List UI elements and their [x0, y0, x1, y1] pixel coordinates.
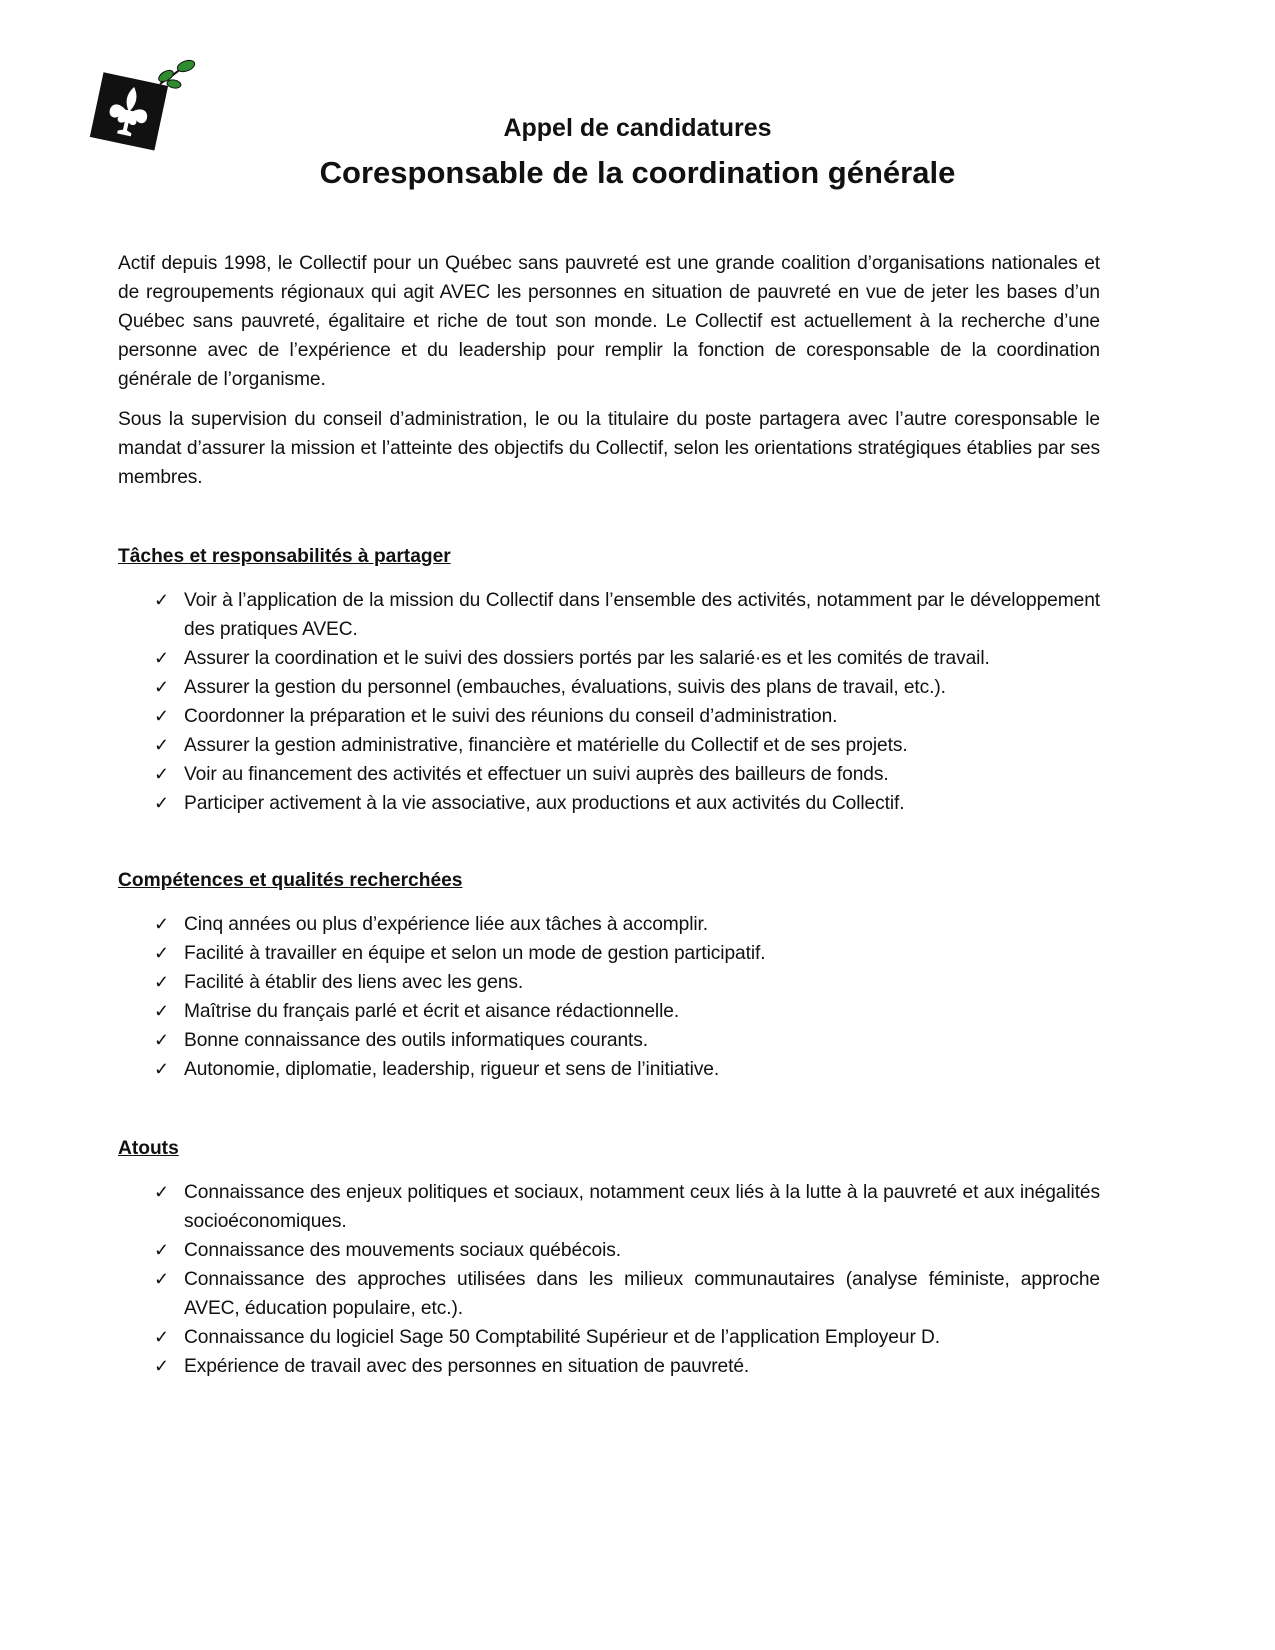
list-item: ✓ Cinq années ou plus d’expérience liée aux tâches à accomplir. [118, 910, 1100, 939]
checkmark-icon: ✓ [154, 1240, 169, 1260]
checkmark-icon: ✓ [154, 1356, 169, 1376]
checkmark-icon: ✓ [154, 677, 169, 697]
document-title: Appel de candidatures [503, 114, 772, 142]
list-item: ✓ Participer activement à la vie associative, aux productions et aux activités du Collectif. [118, 789, 1100, 818]
list-item: ✓ Assurer la gestion administrative, financière et matérielle du Collectif et de ses projets. [118, 731, 1100, 760]
job-title: Coresponsable de la coordination générale [319, 155, 956, 190]
tasks-list [118, 586, 1100, 818]
list-item: ✓ Facilité à établir des liens avec les gens. [118, 968, 1100, 997]
list-item: ✓ Coordonner la préparation et le suivi des réunions du conseil d’administration. [118, 702, 1100, 731]
list-item: ✓ Bonne connaissance des outils informatiques courants. [118, 1026, 1100, 1055]
checkmark-icon: ✓ [154, 1059, 169, 1079]
checkmark-icon: ✓ [154, 914, 169, 934]
list-item: ✓ Voir au financement des activités et effectuer un suivi auprès des bailleurs de fonds. [118, 760, 1100, 789]
list-item: ✓ Connaissance des mouvements sociaux québécois. [118, 1236, 1100, 1265]
section-heading-tasks: Tâches et responsabilités à partager [118, 546, 451, 567]
supervision-paragraph: Sous la supervision du conseil d’administration, le ou la titulaire du poste partagera avec l’autre coresponsable le mandat d’assurer la mission et l’atteinte des objectifs du Collectif, selon les orientations stratégiques établies par ses membres. [118, 409, 1100, 488]
intro-paragraph: Actif depuis 1998, le Collectif pour un Québec sans pauvreté est une grande coalition d’organisations nationales et de regroupements régionaux qui agit AVEC les personnes en situation de pauvreté en vue de jeter les bases d’un Québec sans pauvreté, égalitaire et riche de tout son monde. Le Collectif est actuellement à la recherche d’une personne avec de l’expérience et du leadership pour remplir la fonction de coresponsable de la coordination générale de l’organisme. [118, 253, 1100, 390]
list-item: ✓ Assurer la coordination et le suivi des dossiers portés par les salarié·es et les comités de travail. [118, 644, 1100, 673]
checkmark-icon: ✓ [154, 1327, 169, 1347]
checkmark-icon: ✓ [154, 972, 169, 992]
checkmark-icon: ✓ [154, 764, 169, 784]
section-heading-skills: Compétences et qualités recherchées [118, 870, 463, 891]
assets-list [118, 1178, 1100, 1381]
list-item: ✓ Autonomie, diplomatie, leadership, rigueur et sens de l’initiative. [118, 1055, 1100, 1084]
skills-list [118, 910, 1100, 1084]
list-item: ✓ Connaissance du logiciel Sage 50 Comptabilité Supérieur et de l’application Employeur D. [118, 1323, 1100, 1352]
list-item: ✓ Connaissance des approches utilisées dans les milieux communautaires (analyse féministe, approche AVEC, éducation populaire, etc.). [118, 1265, 1100, 1323]
checkmark-icon: ✓ [154, 648, 169, 668]
list-item: ✓ Maîtrise du français parlé et écrit et aisance rédactionnelle. [118, 997, 1100, 1026]
checkmark-icon: ✓ [154, 590, 169, 610]
checkmark-icon: ✓ [154, 793, 169, 813]
section-heading-assets: Atouts [118, 1138, 179, 1159]
checkmark-icon: ✓ [154, 1269, 169, 1289]
checkmark-icon: ✓ [154, 1001, 169, 1021]
checkmark-icon: ✓ [154, 943, 169, 963]
checkmark-icon: ✓ [154, 1182, 169, 1202]
list-item: ✓ Connaissance des enjeux politiques et sociaux, notamment ceux liés à la lutte à la pauvreté et aux inégalités socioéconomiques. [118, 1178, 1100, 1236]
checkmark-icon: ✓ [154, 1030, 169, 1050]
checkmark-icon: ✓ [154, 706, 169, 726]
list-item: ✓ Assurer la gestion du personnel (embauches, évaluations, suivis des plans de travail, etc.). [118, 673, 1100, 702]
checkmark-icon: ✓ [154, 735, 169, 755]
list-item: ✓ Facilité à travailler en équipe et selon un mode de gestion participatif. [118, 939, 1100, 968]
list-item: ✓ Voir à l’application de la mission du Collectif dans l’ensemble des activités, notamment par le développement des pratiques AVEC. [118, 586, 1100, 644]
list-item: ✓ Expérience de travail avec des personnes en situation de pauvreté. [118, 1352, 1100, 1381]
